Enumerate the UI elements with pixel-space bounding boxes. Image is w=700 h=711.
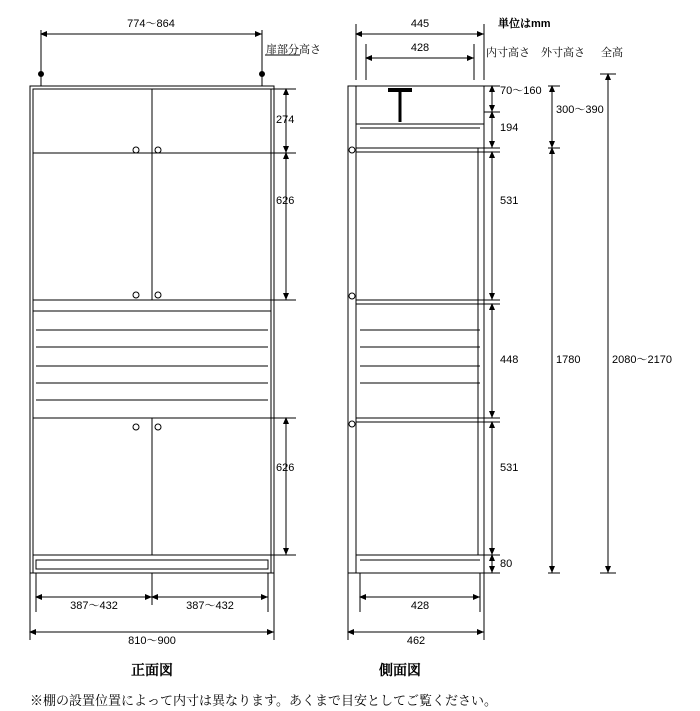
front-bottom-width-left: 387〜432	[70, 600, 118, 612]
side-overall-depth: 462	[406, 635, 426, 647]
front-height-626-upper: 626	[276, 195, 295, 207]
front-height-626-lower: 626	[276, 462, 295, 474]
side-inner-depth: 428	[410, 42, 430, 54]
side-total-height: 2080〜2170	[612, 354, 672, 366]
column-header-outer-height: 外寸高さ	[541, 47, 585, 59]
column-header-total-height: 全高	[601, 47, 623, 59]
column-header-inner-height: 内寸高さ	[486, 47, 530, 59]
side-seg-70-160: 70〜160	[500, 85, 542, 97]
front-view-caption: 正面図	[131, 662, 173, 678]
front-overall-width: 810〜900	[128, 635, 176, 647]
side-view-caption: 側面図	[379, 662, 421, 678]
front-door-height-label: 扉部分高さ	[266, 44, 321, 56]
units-note: 単位はmm	[498, 18, 551, 30]
side-outer-top: 300〜390	[556, 104, 604, 116]
side-bottom-inner-depth: 428	[410, 600, 430, 612]
side-seg-531-upper: 531	[500, 195, 519, 207]
side-seg-80: 80	[500, 558, 513, 570]
front-bottom-width-right: 387〜432	[186, 600, 234, 612]
side-seg-531-lower: 531	[500, 462, 519, 474]
front-height-274: 274	[276, 114, 295, 126]
side-top-depth: 445	[410, 18, 430, 30]
side-outer-body: 1780	[556, 354, 581, 366]
front-top-width-label: 774〜864	[127, 18, 175, 30]
side-seg-194: 194	[500, 122, 519, 134]
side-seg-448: 448	[500, 354, 519, 366]
footer-note: ※棚の設置位置によって内寸は異なります。あくまで目安としてご覧ください。	[30, 693, 497, 708]
